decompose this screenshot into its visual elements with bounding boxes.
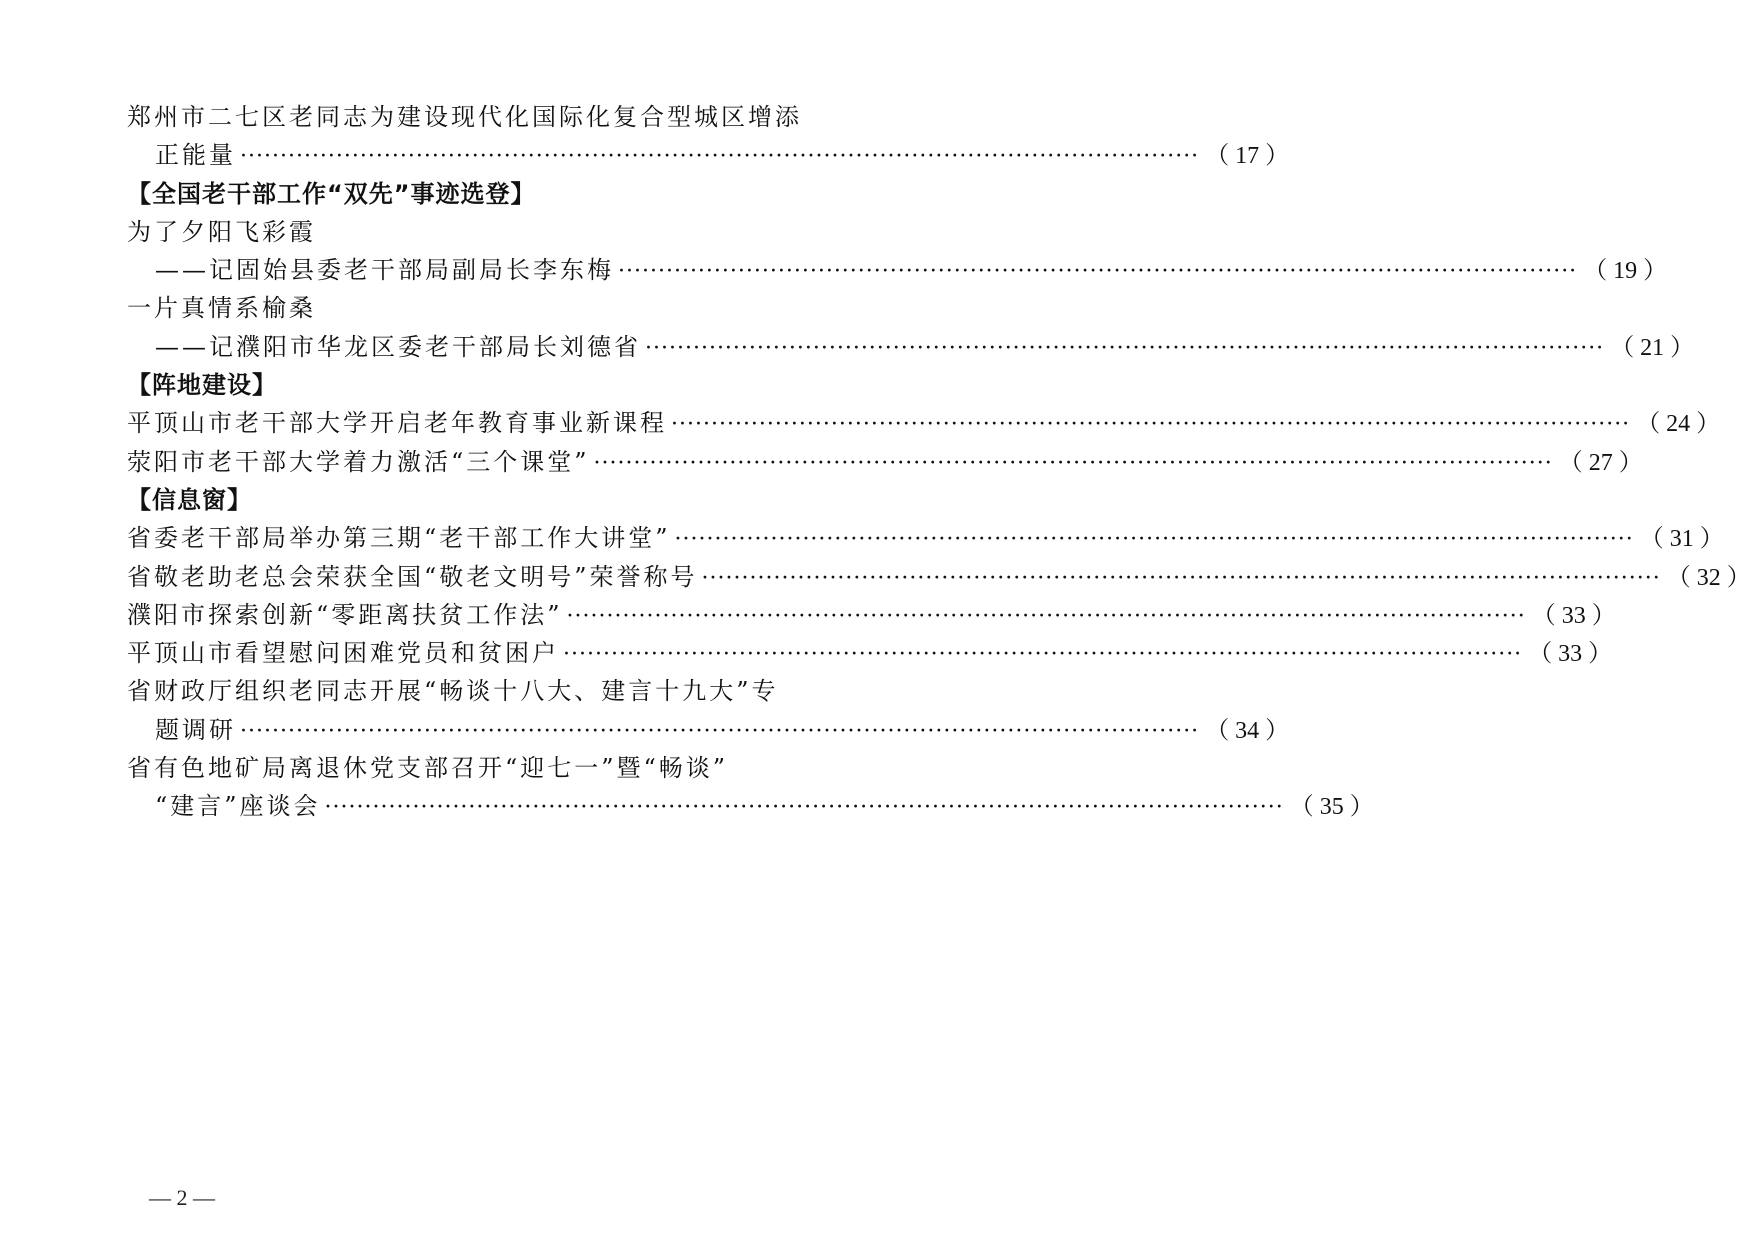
toc-entry-title: “建言”座谈会 [155,792,321,821]
toc-entry-title: 省敬老助老总会荣获全国“敬老文明号”荣誉称号 [127,562,698,591]
section-heading: 【全国老干部工作“双先”事迹选登】 [127,179,536,208]
toc-entry-title: 题调研 [155,715,236,744]
toc-page-number: （ 31 ） [1639,526,1724,553]
toc-entry-title: 省财政厅组织老同志开展“畅谈十八大、建言十九大”专 [127,677,779,706]
toc-entry-title: 为了夕阳飞彩霞 [127,217,316,246]
dot-leader: ························································································································ [324,795,1284,821]
toc-entry [127,519,1724,557]
toc-entry-title: 正能量 [155,141,236,170]
toc-entry [127,251,1668,289]
dot-leader: ························································································································ [674,527,1634,553]
toc-entry-title: 省有色地矿局离退休党支部召开“迎七一”暨“畅谈” [127,754,729,783]
dot-leader: ························································································································ [240,718,1200,744]
toc-entry-title: ——记固始县委老干部局副局长李东梅 [155,256,614,285]
toc-entry-title: 省委老干部局举办第三期“老干部工作大讲堂” [127,524,671,553]
toc-page-number: （ 17 ） [1205,143,1290,170]
table-of-contents [127,98,1751,826]
toc-entry [127,787,1374,825]
toc-entry-title: 郑州市二七区老同志为建设现代化国际化复合型城区增添 [127,103,802,131]
toc-page-number: （ 24 ） [1636,411,1721,438]
toc-entry [127,328,1695,366]
toc-entry-title: ——记濮阳市华龙区委老干部局长刘德省 [155,332,641,361]
toc-entry [127,634,1613,672]
toc-entry [127,596,1616,634]
dot-leader: ························································································································ [618,259,1578,285]
section-heading: 【信息窗】 [127,485,252,514]
toc-entry [127,136,1290,174]
toc-entry-title: 荥阳市老干部大学着力激活“三个课堂” [127,447,590,476]
toc-entry-title: 濮阳市探索创新“零距离扶贫工作法” [127,600,563,629]
toc-entry-title: 一片真情系榆桑 [127,294,316,323]
toc-page-number: （ 33 ） [1528,641,1613,668]
toc-entry-title: 平顶山市看望慰问困难党员和贫困户 [127,639,559,668]
dot-leader: ························································································································ [563,642,1523,668]
toc-page-number: （ 27 ） [1558,449,1643,476]
toc-page-number: （ 34 ） [1205,717,1290,744]
dot-leader: ························································································································ [671,412,1631,438]
toc-entry [127,711,1290,749]
dot-leader: ························································································································ [701,565,1661,591]
dot-leader: ························································································································ [645,335,1605,361]
toc-page-number: （ 32 ） [1666,564,1751,591]
dot-leader: ························································································································ [566,603,1526,629]
toc-page-number: （ 35 ） [1289,794,1374,821]
page-number: — 2 — [149,1185,215,1210]
section-heading: 【阵地建设】 [127,371,277,400]
toc-page-number: （ 19 ） [1583,258,1668,285]
toc-entry-title: 平顶山市老干部大学开启老年教育事业新课程 [127,409,667,438]
toc-entry [127,404,1721,442]
toc-entry [127,558,1751,596]
dot-leader: ························································································································ [593,450,1553,476]
dot-leader: ························································································································ [240,144,1200,170]
toc-entry [127,443,1643,481]
toc-page-number: （ 33 ） [1531,602,1616,629]
toc-page-number: （ 21 ） [1610,334,1695,361]
